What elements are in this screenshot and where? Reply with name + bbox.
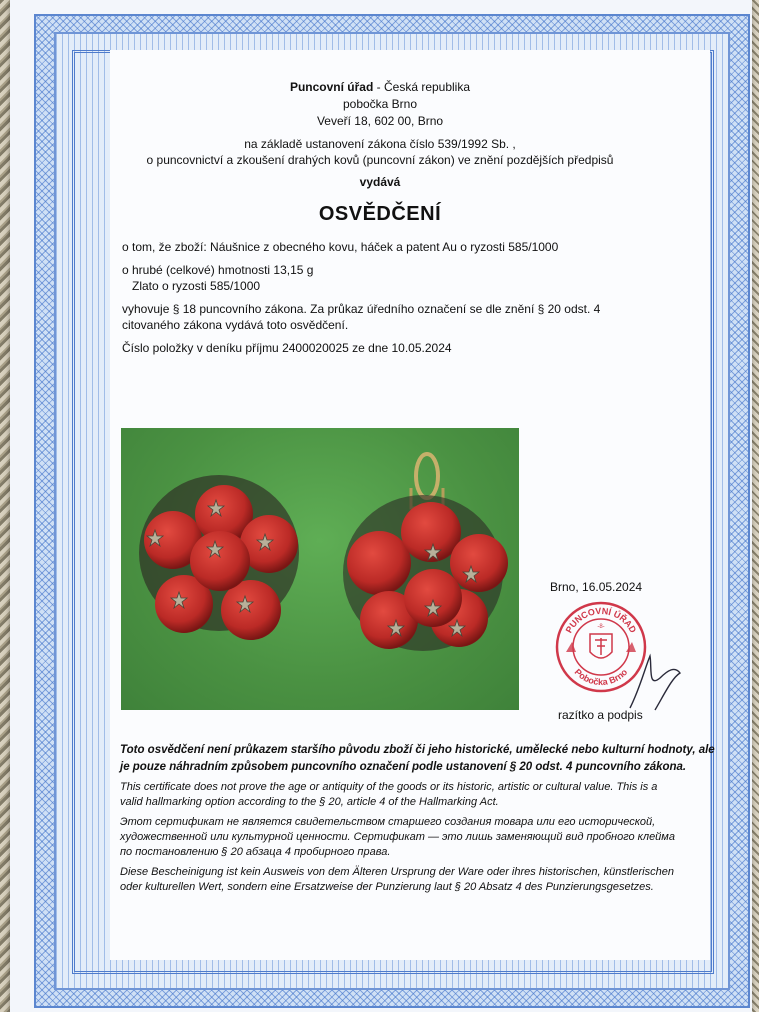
right-earring (343, 454, 508, 651)
compliance-line1: vyhovuje § 18 puncovního zákona. Za průkaz úředního označení se dle znění § 20 odst. 4 (122, 302, 601, 316)
gold-fineness: Zlato o ryzosti 585/1000 (132, 279, 261, 293)
record-number: Číslo položky v deníku příjmu 2400020025 ze dne 10.05.2024 (122, 341, 452, 355)
note-czech-line1: Toto osvědčení není průkazem staršího původu zboží či jeho historické, umělecké nebo kulturní hodnoty, ale (120, 744, 715, 756)
stamp-top-text: PUNCOVNÍ ÚŘAD (563, 605, 639, 635)
law-reference-line2: o puncovnictví a zkoušení drahých kovů (puncovní zákon) ve znění pozdějších předpisů (146, 153, 614, 167)
office-name: Puncovní úřad (289, 80, 374, 94)
gross-weight: o hrubé (celkové) hmotnosti 13,15 g (122, 263, 314, 277)
law-reference-line1: na základě ustanovení zákona číslo 539/1992 Sb. , (244, 137, 516, 151)
office-address: Veveří 18, 602 00, Brno (316, 114, 444, 128)
stamp-bottom-text: Pobočka Brno (572, 666, 630, 688)
office-country: - Česká republika (373, 80, 471, 94)
note-czech-line2: je pouze náhradním způsobem puncovního označení podle ustanovení § 20 odst. 4 puncovního zákona. (120, 761, 687, 773)
stamp-number: -8- (597, 624, 605, 630)
stamp-signature-label: razítko a podpis (558, 708, 643, 722)
place-and-date: Brno, 16.05.2024 (550, 580, 643, 594)
note-russian: Этот сертификат не является свидетельством старшего создания товара или его исторической, художественной или культурной ценности. Сертификат — это лишь заменяющий вид пробного клейма по постановлению § 20 абзаца 4 пробирного права. (120, 816, 675, 858)
note-english: This certificate does not prove the age or antiquity of the goods or its historic, artistic or cultural value. This is a valid hallmarking option according to the § 20, article 4 of the Hallmarking Act. (120, 781, 658, 808)
branch-name: pobočka Brno (342, 97, 418, 111)
certificate-title: OSVĚDČENÍ (318, 203, 442, 225)
office-heading (0, 80, 759, 94)
compliance-line2: citovaného zákona vydává toto osvědčení. (122, 318, 349, 332)
left-earring (139, 475, 299, 640)
item-description: o tom, že zboží: Náušnice z obecného kovu, háček a patent Au o ryzosti 585/1000 (122, 240, 559, 254)
note-german: Diese Bescheinigung ist kein Ausweis von dem Älteren Ursprung der Ware oder ihres historischen, künstlerischen oder kulturellen Wert, sondern eine Ersatzweise der Punzierung laut § 20 Absatz 4 des Punzierungsgesetzes. (120, 866, 674, 893)
issues-label: vydává (359, 175, 401, 189)
earrings-photo (121, 428, 519, 710)
